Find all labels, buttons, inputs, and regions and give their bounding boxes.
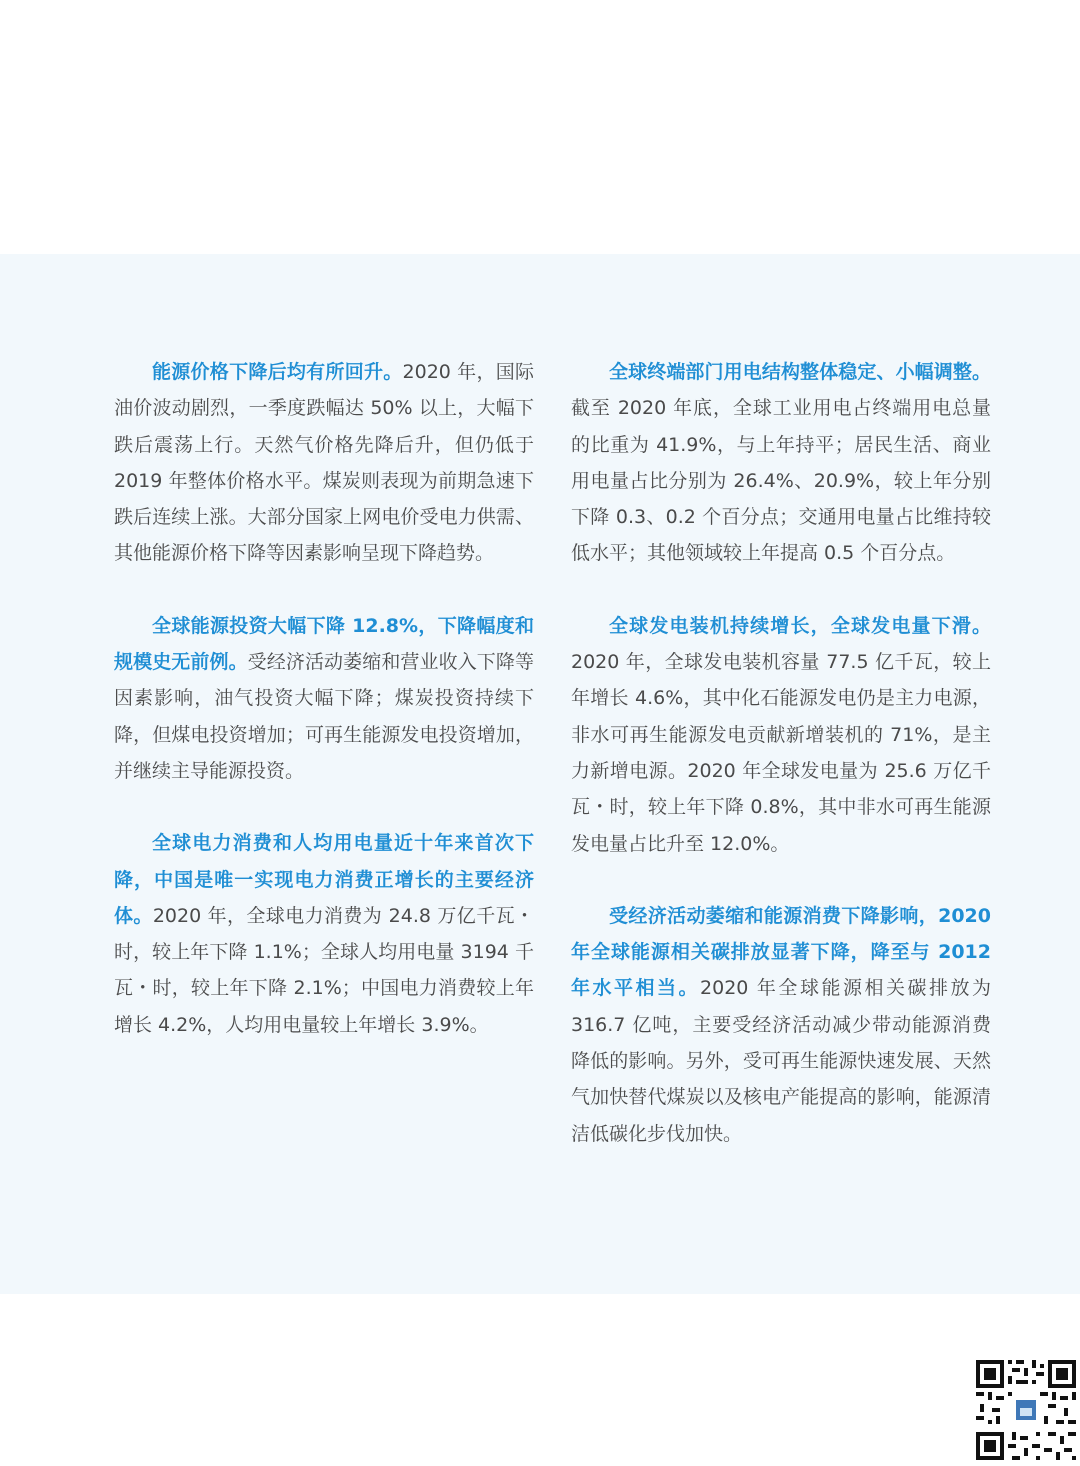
right-column <box>571 354 991 1188</box>
paragraph-body: 截至 2020 年底，全球工业用电占终端用电总量的比重为 41.9%，与上年持平；居民生活、商业用电量占比分别为 26.4%、20.9%，较上年分别下降 0.3、0.2 个百分点；交通用电量占比维持较低水平；其他领域较上年提高 0.5 个百分点。 <box>571 397 991 565</box>
paragraph-energy-prices <box>114 354 534 572</box>
paragraph-body: 2020 年，全球发电装机容量 77.5 亿千瓦，较上年增长 4.6%，其中化石能源发电仍是主力电源，非水可再生能源发电贡献新增装机的 71%，是主力新增电源。2020 年全球发电量为 25.6 万亿千瓦・时，较上年下降 0.8%，其中非水可再生能源发电量占比升至 12.0%。 <box>571 651 991 855</box>
paragraph-end-use-structure <box>571 354 991 572</box>
paragraph-body: 2020 年全球能源相关碳排放为 316.7 亿吨，主要受经济活动减少带动能源消费降低的影响。另外，受可再生能源快速发展、天然气加快替代煤炭以及核电产能提高的影响，能源清洁低碳化步伐加快。 <box>571 977 991 1145</box>
paragraph-body: 2020 年，国际油价波动剧烈，一季度跌幅达 50% 以上，大幅下跌后震荡上行。天然气价格先降后升，但仍低于 2019 年整体价格水平。煤炭则表现为前期急速下跌后连续上涨。大部分国家上网电价受电力供需、其他能源价格下降等因素影响呈现下降趋势。 <box>114 361 534 565</box>
paragraph-heading: 全球终端部门用电结构整体稳定、小幅调整。 <box>609 361 991 383</box>
paragraph-body: 受经济活动萎缩和营业收入下降等因素影响，油气投资大幅下降；煤炭投资持续下降，但煤电投资增加；可再生能源发电投资增加，并继续主导能源投资。 <box>114 651 534 782</box>
paragraph-generation-capacity <box>571 608 991 862</box>
paragraph-body: 2020 年，全球电力消费为 24.8 万亿千瓦・时，较上年下降 1.1%；全球人均用电量 3194 千瓦・时，较上年下降 2.1%；中国电力消费较上年增长 4.2%，人均用电量较上年增长 3.9%。 <box>114 904 534 1036</box>
left-column <box>114 354 534 1079</box>
paragraph-heading: 全球能源投资大幅下降 12.8%，下降幅度和规模史无前例。 <box>114 614 534 674</box>
paragraph-power-consumption <box>114 825 534 1043</box>
paragraph-heading: 能源价格下降后均有所回升。 <box>152 361 403 383</box>
paragraph-heading: 全球电力消费和人均用电量近十年来首次下降，中国是唯一实现电力消费正增长的主要经济体。 <box>114 832 534 927</box>
paragraph-carbon-emissions <box>571 898 991 1152</box>
paragraph-heading: 全球发电装机持续增长，全球发电量下滑。 <box>609 614 991 637</box>
paragraph-heading: 受经济活动萎缩和能源消费下降影响，2020 年全球能源相关碳排放显著下降，降至与 2012 年水平相当。 <box>571 904 991 1000</box>
qr-code-icon[interactable] <box>976 1360 1076 1460</box>
paragraph-energy-investment <box>114 608 534 789</box>
